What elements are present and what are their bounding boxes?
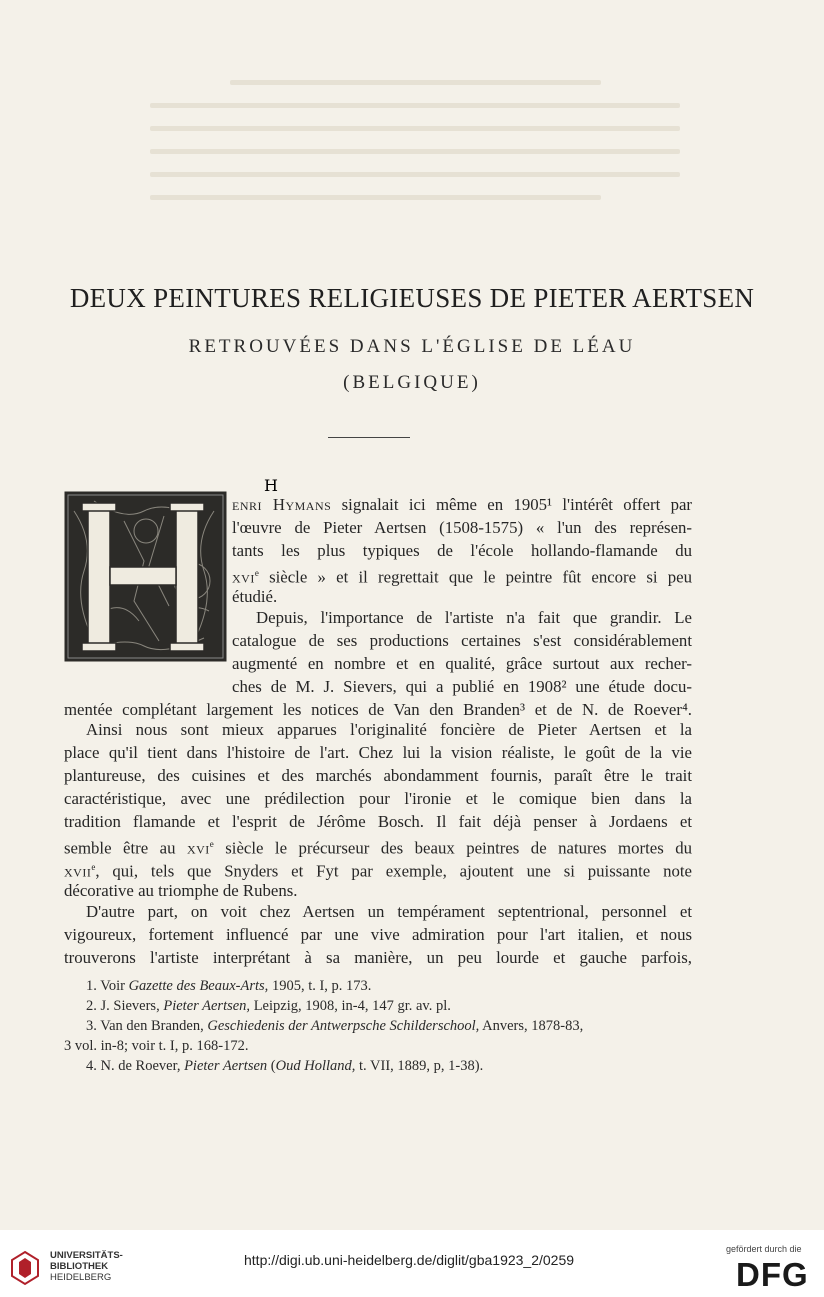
university-library-logo-icon: [10, 1250, 40, 1286]
text-line: vigoureux, fortement influencé par une vive admiration pour l'art italien, et nous: [64, 925, 692, 944]
text-line: ches de M. J. Sievers, qui a publié en 1908² une étude docu-: [232, 677, 692, 696]
text-line: tradition flamande et l'esprit de Jérôme Bosch. Il fait déjà penser à Jordaens et: [64, 812, 692, 831]
text-line: catalogue de ses productions certaines s'est considérablement: [232, 631, 692, 650]
text-line: Depuis, l'importance de l'artiste n'a fait que grandir. Le: [256, 608, 692, 627]
text-line: semble être au xvi$^e$ siècle le précurseur des beaux peintres de natures mortes du: [64, 838, 692, 858]
article-subtitle-country: (BELGIQUE): [343, 372, 481, 393]
dropcap-letter: H: [264, 476, 278, 495]
university-library-name: UNIVERSITÄTS- BIBLIOTHEK HEIDELBERG: [50, 1250, 123, 1283]
footnote-3-cont: 3 vol. in-8; voir t. I, p. 168-172.: [64, 1038, 249, 1054]
text-line: plantureuse, des cuisines et des marchés abondamment fournis, paraît être le trait: [64, 766, 692, 785]
text-line: trouverons l'artiste interprétant à sa manière, un peu lourde et gauche parfois,: [64, 948, 692, 967]
article-title: DEUX PEINTURES RELIGIEUSES DE PIETER AERTSEN: [69, 283, 755, 313]
digitization-footer: [0, 1230, 824, 1297]
text-line: enri Hymans signalait ici même en 1905¹ l'intérêt offert par: [232, 495, 692, 514]
text-line: décorative au triomphe de Rubens.: [64, 881, 298, 900]
text-line: tants les plus typiques de l'école hollando-flamande du: [232, 541, 692, 560]
footnote-2: 2. J. Sievers, Pieter Aertsen, Leipzig, 1908, in-4, 147 gr. av. pl.: [86, 998, 451, 1014]
footnote-4: 4. N. de Roever, Pieter Aertsen (Oud Holland, t. VII, 1889, p, 1-38).: [86, 1058, 484, 1074]
text-line: place qu'il tient dans l'histoire de l'art. Chez lui la vision réaliste, le goût de la vie: [64, 743, 692, 762]
text-line: augmenté en nombre et en qualité, grâce surtout aux recher-: [232, 654, 692, 673]
text-line: l'œuvre de Pieter Aertsen (1508-1575) « l'un des représen-: [232, 518, 692, 537]
dfg-logo: DFG: [736, 1256, 809, 1293]
text-line: mentée complétant largement les notices de Van den Branden³ et de N. de Roever⁴.: [64, 700, 692, 719]
text-line: caractéristique, avec une prédilection pour l'ironie et le comique bien dans la: [64, 789, 692, 808]
text-line: D'autre part, on voit chez Aertsen un tempérament septentrional, personnel et: [86, 902, 692, 921]
text-line: xvi$^e$ siècle » et il regrettait que le peintre fût encore si peu: [232, 567, 692, 587]
bleed-through: [150, 80, 680, 260]
text-line: Ainsi nous sont mieux apparues l'originalité foncière de Pieter Aertsen et la: [86, 720, 692, 739]
title-rule: [328, 437, 410, 438]
text-line: xvii$^e$, qui, tels que Snyders et Fyt par exemple, ajoutent une si puissante note: [64, 861, 692, 881]
funded-by-label: gefördert durch die: [726, 1244, 802, 1254]
article-subtitle: RETROUVÉES DANS L'ÉGLISE DE LÉAU: [188, 336, 636, 357]
footnote-1: 1. Voir Gazette des Beaux-Arts, 1905, t. I, p. 173.: [86, 978, 372, 994]
permalink-url[interactable]: http://digi.ub.uni-heidelberg.de/diglit/gba1923_2/0259: [244, 1252, 575, 1268]
footnote-3: 3. Van den Branden, Geschiedenis der Antwerpsche Schilderschool, Anvers, 1878-83,: [86, 1018, 584, 1034]
text-line: étudié.: [232, 587, 278, 606]
